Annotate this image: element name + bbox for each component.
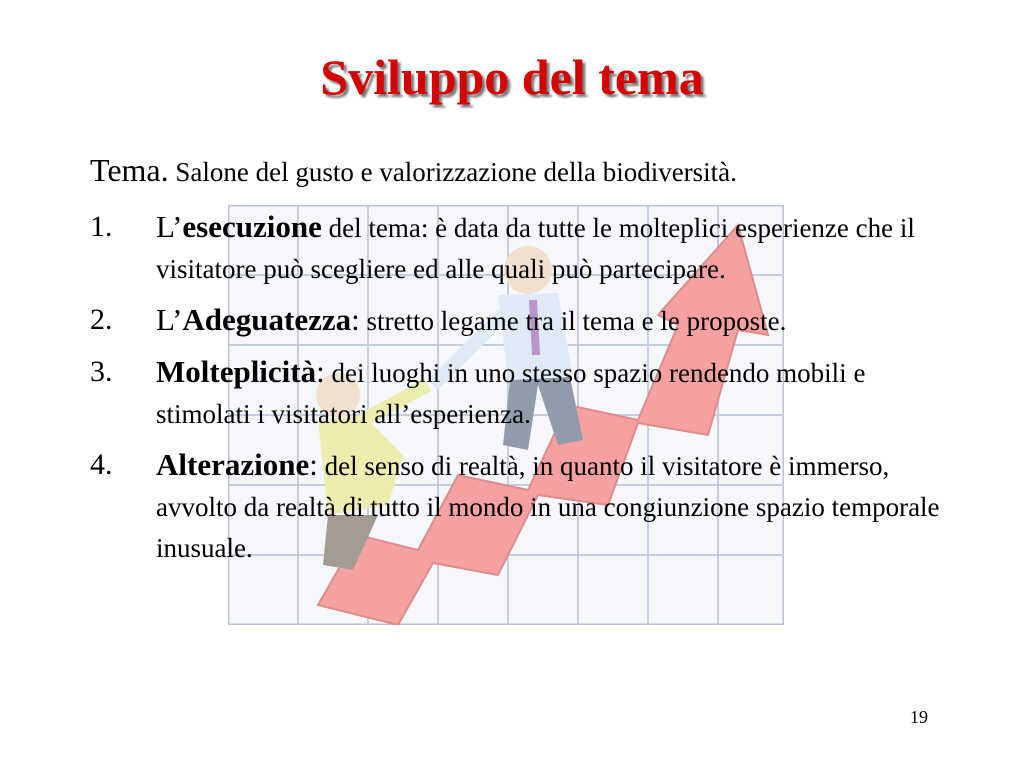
list-item [90,351,950,435]
tema-line [90,150,950,192]
item-text: stretto legame tra il tema e le proposte. [359,306,787,336]
item-separator: : [316,354,325,389]
item-number: 2. [90,303,113,336]
list-item [90,299,950,342]
item-separator: : [309,447,318,482]
item-lead-plain: L’ [156,302,183,337]
list-item [90,444,950,569]
item-number: 1. [90,210,113,243]
list-item [90,206,950,290]
tema-punct: . [160,152,169,188]
slide-title: Sviluppo del tema [320,49,704,105]
item-text: del senso di realtà, in quanto il visitatore è immerso, avvolto da realtà di tutto il mondo in una congiunzione spazio temporale inusuale. [156,451,940,563]
slide-body [90,150,950,578]
tema-label: Tema [90,152,161,188]
item-separator: : [351,302,360,337]
item-lead-bold: Molteplicità [156,354,317,389]
item-number: 4. [90,448,113,481]
page-number: 19 [910,707,928,727]
item-number: 3. [90,355,113,388]
tema-text: Salone del gusto e valorizzazione della biodiversità. [175,157,737,187]
item-text: dei luoghi in uno stesso spazio rendendo mobili e stimolati i visitatori all’esperienza. [156,358,866,429]
item-lead-bold: esecuzione [182,209,322,244]
item-lead-bold: Adeguatezza [182,302,352,337]
item-text: del tema: è data da tutte le molteplici esperienze che il visitatore può scegliere ed alle quali può partecipare. [156,213,915,284]
item-lead-plain: L’ [156,209,183,244]
item-lead-bold: Alterazione [156,447,310,482]
